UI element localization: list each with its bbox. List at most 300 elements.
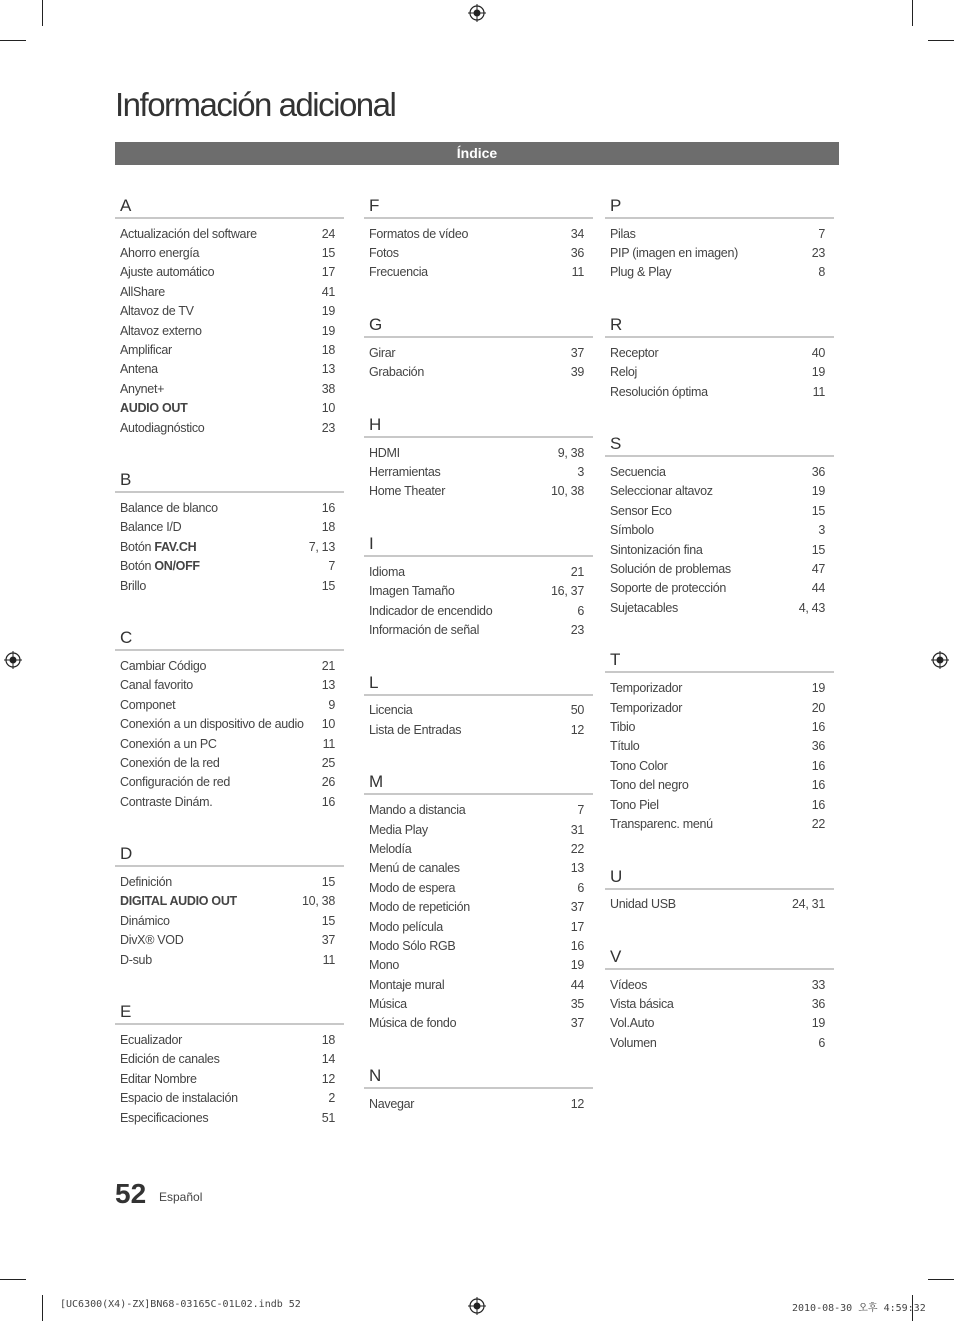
index-letter: C [115, 626, 344, 651]
index-group-b [115, 468, 344, 595]
index-entry [605, 559, 834, 578]
index-entry-name: Edición de canales [120, 1052, 220, 1067]
index-entry-page: 9, 38 [557, 445, 584, 460]
index-entry [605, 243, 834, 262]
index-entry [115, 399, 344, 418]
index-entry-page: 14 [321, 1052, 335, 1067]
index-entry-page: 26 [321, 775, 335, 790]
index-entry-page: 36 [811, 997, 825, 1012]
footer-timestamp: 2010-08-30 오후 4:59:32 [792, 1303, 926, 1314]
index-letter: V [605, 945, 834, 970]
index-entry-page: 11 [812, 384, 825, 399]
index-entry-name: Temporizador [610, 700, 683, 715]
index-letter: P [605, 194, 834, 219]
index-entry-name: HDMI [369, 445, 400, 460]
index-entry-page: 18 [321, 343, 335, 358]
index-entry [115, 418, 344, 437]
index-entry-page: 47 [811, 561, 825, 576]
index-entry-name: Girar [369, 345, 396, 360]
index-entry [364, 462, 593, 481]
index-entry-name: Melodía [369, 841, 412, 856]
index-entry [605, 363, 834, 382]
index-entry-name: Fotos [369, 246, 399, 261]
index-entry-page: 7 [328, 559, 335, 574]
index-letter: F [364, 194, 593, 219]
index-entry-page: 23 [321, 420, 335, 435]
index-entry-page: 19 [321, 323, 335, 338]
index-entry-name: Sintonización fina [610, 542, 703, 557]
index-entry-page: 41 [321, 284, 335, 299]
index-entry-name: DIGITAL AUDIO OUT [120, 894, 237, 909]
index-entry-name-text: Botón [120, 539, 155, 554]
index-entry-page: 7, 13 [308, 539, 335, 554]
index-entry [605, 540, 834, 559]
index-entry-page: 7 [818, 226, 825, 241]
index-entry-name: Modo película [369, 919, 443, 934]
index-entry-page: 25 [321, 755, 335, 770]
index-entry-name: Mando a distancia [369, 803, 466, 818]
index-entry [115, 360, 344, 379]
crop-mark [912, 0, 913, 26]
index-entry-name: D-sub [120, 952, 152, 967]
index-entry [115, 556, 344, 575]
index-entry-page: 20 [811, 700, 825, 715]
index-entry [605, 775, 834, 794]
index-entry-name: PIP (imagen en imagen) [610, 246, 738, 261]
index-entry-page: 24, 31 [792, 897, 825, 912]
index-entry-name: Seleccionar altavoz [610, 484, 713, 499]
index-entry [115, 734, 344, 753]
index-entry [115, 695, 344, 714]
index-entry [364, 936, 593, 955]
index-entry-name: AllShare [120, 284, 165, 299]
index-entry-name: Configuración de red [120, 775, 231, 790]
index-group-l [364, 671, 593, 740]
index-entry-name: Título [610, 739, 640, 754]
registration-mark-icon [468, 4, 486, 22]
index-entry [605, 795, 834, 814]
index-entry [115, 931, 344, 950]
index-entry-page: 16 [811, 758, 825, 773]
index-entry-page: 12 [570, 1096, 584, 1111]
index-entry-page: 6 [818, 1035, 825, 1050]
index-entry-name: Tono del negro [610, 778, 689, 793]
section-header: Índice [115, 142, 839, 165]
index-entry-name: Secuencia [610, 465, 666, 480]
page-title: Información adicional [115, 86, 396, 123]
index-entry-name: Modo de repetición [369, 900, 470, 915]
index-letter: E [115, 1000, 344, 1025]
index-entry-page: 19 [811, 681, 825, 696]
crop-mark [928, 1279, 954, 1280]
index-letter: S [605, 432, 834, 457]
index-entry [115, 950, 344, 969]
index-entry-name: Símbolo [610, 523, 654, 538]
index-entry-name: Grabación [369, 365, 424, 380]
index-entry-name: Vol.Auto [610, 1016, 655, 1031]
index-group-e [115, 1000, 344, 1127]
index-entry-name: Especificaciones [120, 1110, 209, 1125]
index-entry-page: 19 [321, 304, 335, 319]
index-entry-page: 37 [321, 933, 335, 948]
index-entry-name: Conexión a un dispositivo de audio [120, 717, 304, 732]
index-entry [364, 820, 593, 839]
index-group-i [364, 532, 593, 640]
index-entry-page: 16 [811, 797, 825, 812]
index-entry-name: Imagen Tamaño [369, 584, 455, 599]
index-entry-name: Música [369, 997, 407, 1012]
index-entry-name: Temporizador [610, 681, 683, 696]
index-entry-page: 34 [570, 226, 584, 241]
index-entry [115, 773, 344, 792]
index-letter: R [605, 313, 834, 338]
index-entry [364, 897, 593, 916]
index-entry-name: Pilas [610, 226, 636, 241]
index-entry [364, 878, 593, 897]
index-letter: L [364, 671, 593, 696]
index-entry-name: Editar Nombre [120, 1071, 197, 1086]
index-entry [115, 892, 344, 911]
index-entry [605, 343, 834, 362]
index-entry-name: DivX® VOD [120, 933, 184, 948]
index-entry-name: Conexión a un PC [120, 736, 217, 751]
index-entry-page: 11 [322, 952, 335, 967]
index-entry-page: 36 [811, 465, 825, 480]
index-letter: B [115, 468, 344, 493]
index-entry-page: 23 [570, 622, 584, 637]
index-entry [115, 263, 344, 282]
index-entry-name: Tibio [610, 719, 636, 734]
index-entry-page: 35 [570, 997, 584, 1012]
index-entry-page: 3 [818, 523, 825, 538]
index-entry [364, 562, 593, 581]
index-entry [605, 1014, 834, 1033]
index-column-2 [364, 194, 593, 1145]
index-entry-name: Herramientas [369, 465, 441, 480]
index-entry [115, 1089, 344, 1108]
index-group-v [605, 945, 834, 1053]
index-entry [364, 701, 593, 720]
index-entry-name: Información de señal [369, 622, 480, 637]
index-entry-page: 18 [321, 1033, 335, 1048]
index-entry-name: Sujetacables [610, 600, 678, 615]
index-entry [605, 521, 834, 540]
index-entry-name: Vista básica [610, 997, 674, 1012]
index-entry-page: 3 [577, 465, 584, 480]
index-entry-name: Autodiagnóstico [120, 420, 205, 435]
index-entry-page: 39 [570, 365, 584, 380]
index-entry [364, 839, 593, 858]
index-entry-page: 38 [321, 381, 335, 396]
index-entry-name: Idioma [369, 564, 405, 579]
index-entry-page: 16 [321, 500, 335, 515]
index-entry-page: 21 [570, 564, 584, 579]
index-group-d [115, 842, 344, 969]
index-letter: A [115, 194, 344, 219]
index-entry-page: 10 [321, 401, 335, 416]
index-group-f [364, 194, 593, 282]
index-entry-page: 44 [811, 581, 825, 596]
index-entry [605, 814, 834, 833]
index-entry [364, 800, 593, 819]
index-entry-page: 24 [321, 226, 335, 241]
index-entry [364, 363, 593, 382]
index-entry-name: Conexión de la red [120, 755, 220, 770]
index-entry-page: 8 [818, 265, 825, 280]
index-entry-page: 37 [570, 345, 584, 360]
index-entry-page: 10, 38 [302, 894, 335, 909]
index-entry-name: Soporte de protección [610, 581, 727, 596]
index-entry-name: Antena [120, 362, 158, 377]
index-entry-page: 36 [570, 246, 584, 261]
index-letter: M [364, 770, 593, 795]
index-entry [364, 859, 593, 878]
index-entry [605, 382, 834, 401]
index-entry-page: 16 [321, 794, 335, 809]
index-letter: G [364, 313, 593, 338]
index-entry-name: Espacio de instalación [120, 1091, 238, 1106]
index-entry [115, 498, 344, 517]
index-entry-name: Balance de blanco [120, 500, 218, 515]
index-group-p [605, 194, 834, 282]
index-entry [115, 537, 344, 556]
index-entry [364, 443, 593, 462]
index-entry [605, 975, 834, 994]
registration-mark-icon [4, 651, 22, 669]
index-entry-name: Música de fondo [369, 1016, 457, 1031]
index-group-h [364, 413, 593, 501]
index-entry [115, 911, 344, 930]
crop-mark [928, 40, 954, 41]
index-group-g [364, 313, 593, 382]
index-entry [364, 917, 593, 936]
index-entry [364, 224, 593, 243]
index-entry-page: 6 [577, 880, 584, 895]
index-entry-name: Resolución óptima [610, 384, 708, 399]
index-entry [115, 714, 344, 733]
index-group-u [605, 865, 834, 914]
index-entry [115, 243, 344, 262]
index-entry-page: 15 [321, 578, 335, 593]
index-entry [115, 576, 344, 595]
index-letter: T [605, 648, 834, 673]
index-entry [364, 343, 593, 362]
index-entry-name: Formatos de vídeo [369, 226, 469, 241]
index-entry [605, 579, 834, 598]
index-entry [605, 501, 834, 520]
index-entry-name: Frecuencia [369, 265, 428, 280]
index-group-r [605, 313, 834, 401]
index-entry-page: 17 [321, 265, 335, 280]
index-entry [605, 263, 834, 282]
index-letter: N [364, 1064, 593, 1089]
index-entry-name: Solución de problemas [610, 561, 731, 576]
index-entry [364, 582, 593, 601]
index-entry-page: 9 [328, 697, 335, 712]
index-entry [115, 792, 344, 811]
crop-mark [42, 0, 43, 26]
index-group-n [364, 1064, 593, 1113]
index-entry-page: 11 [322, 736, 335, 751]
index-entry [115, 1030, 344, 1049]
index-entry-page: 21 [321, 658, 335, 673]
index-entry-page: 50 [570, 703, 584, 718]
registration-mark-icon [931, 651, 949, 669]
index-entry [605, 224, 834, 243]
index-entry-name: AUDIO OUT [120, 401, 188, 416]
index-entry-page: 6 [577, 603, 584, 618]
index-entry [364, 1014, 593, 1033]
index-entry [605, 994, 834, 1013]
index-entry-page: 15 [811, 503, 825, 518]
footer-file-info: [UC6300(X4)-ZX]BN68-03165C-01L02.indb 52 [60, 1299, 301, 1310]
crop-mark [0, 1279, 26, 1280]
index-entry-page: 22 [811, 816, 825, 831]
index-entry-page: 15 [811, 542, 825, 557]
index-entry [605, 678, 834, 697]
index-entry-page: 13 [570, 861, 584, 876]
index-entry [115, 1108, 344, 1127]
index-entry-page: 10, 38 [551, 484, 584, 499]
index-entry-name: Montaje mural [369, 977, 445, 992]
index-entry-page: 19 [811, 1016, 825, 1031]
index-entry-page: 11 [571, 265, 584, 280]
index-entry-page: 37 [570, 1016, 584, 1031]
index-entry [115, 224, 344, 243]
index-entry [364, 482, 593, 501]
index-entry-page: 19 [811, 365, 825, 380]
index-entry [115, 753, 344, 772]
registration-mark-icon [468, 1297, 486, 1315]
index-entry-name: Brillo [120, 578, 146, 593]
index-group-s [605, 432, 834, 617]
index-letter: U [605, 865, 834, 890]
index-entry [605, 482, 834, 501]
index-entry [115, 518, 344, 537]
index-group-c [115, 626, 344, 811]
index-entry [115, 302, 344, 321]
crop-mark [42, 1295, 43, 1321]
index-entry [605, 895, 834, 914]
index-entry-page: 19 [811, 484, 825, 499]
page-language: Español [159, 1190, 203, 1204]
index-entry [605, 698, 834, 717]
index-entry-page: 13 [321, 362, 335, 377]
index-letter: I [364, 532, 593, 557]
index-entry [115, 676, 344, 695]
index-entry-name: Unidad USB [610, 897, 676, 912]
index-entry [605, 462, 834, 481]
index-entry-page: 22 [570, 841, 584, 856]
index-entry-name-bold: ON/OFF [154, 559, 200, 574]
index-entry-name: Plug & Play [610, 265, 672, 280]
index-group-t [605, 648, 834, 833]
index-entry [115, 321, 344, 340]
index-entry-page: 17 [570, 919, 584, 934]
index-entry-page: 18 [321, 520, 335, 535]
index-entry [364, 956, 593, 975]
index-entry-name: Ahorro energía [120, 246, 200, 261]
index-entry-page: 51 [321, 1110, 335, 1125]
index-entry-name: Vídeos [610, 977, 648, 992]
index-entry [115, 872, 344, 891]
index-entry-page: 7 [577, 803, 584, 818]
index-entry [115, 1069, 344, 1088]
index-entry-page: 40 [811, 345, 825, 360]
index-entry [364, 720, 593, 739]
index-entry-name: Navegar [369, 1096, 415, 1111]
index-group-m [364, 770, 593, 1033]
index-column-1 [115, 194, 344, 1158]
index-entry [605, 598, 834, 617]
index-entry-name: Cambiar Código [120, 658, 207, 673]
index-entry-page: 12 [570, 722, 584, 737]
index-group-a [115, 194, 344, 437]
index-letter: D [115, 842, 344, 867]
index-entry-name: Anynet+ [120, 381, 165, 396]
index-entry [364, 1094, 593, 1113]
index-entry-page: 37 [570, 900, 584, 915]
index-entry-name: Ajuste automático [120, 265, 215, 280]
page-number: 52 [115, 1178, 147, 1209]
index-entry-name: Volumen [610, 1035, 657, 1050]
index-entry-page: 44 [570, 977, 584, 992]
crop-mark [0, 40, 26, 41]
index-entry [605, 756, 834, 775]
index-entry-name [120, 540, 196, 554]
index-entry-page: 15 [321, 875, 335, 890]
index-entry [364, 994, 593, 1013]
index-entry-page: 15 [321, 913, 335, 928]
index-entry-name: Modo Sólo RGB [369, 938, 456, 953]
index-entry-name-text: Botón [120, 559, 155, 574]
index-entry [364, 975, 593, 994]
index-entry-name: Lista de Entradas [369, 722, 462, 737]
index-entry [115, 379, 344, 398]
index-entry-name: Definición [120, 875, 172, 890]
index-entry [605, 1033, 834, 1052]
index-entry-name: Actualización del software [120, 226, 257, 241]
index-entry-name: Mono [369, 958, 400, 973]
index-entry-name: Altavoz externo [120, 323, 202, 338]
index-entry-page: 33 [811, 977, 825, 992]
index-entry-page: 12 [321, 1071, 335, 1086]
index-entry-name: Componet [120, 697, 176, 712]
index-entry-name: Menú de canales [369, 861, 460, 876]
index-letter: H [364, 413, 593, 438]
index-entry-name: Reloj [610, 365, 637, 380]
index-entry-page: 16 [811, 778, 825, 793]
index-entry [115, 656, 344, 675]
index-entry-page: 16 [570, 938, 584, 953]
index-entry [364, 620, 593, 639]
index-entry [364, 243, 593, 262]
index-entry-page: 36 [811, 739, 825, 754]
index-entry-page: 2 [328, 1091, 335, 1106]
index-entry-page: 31 [570, 822, 584, 837]
index-entry-name: Ecualizador [120, 1033, 183, 1048]
index-entry-page: 15 [321, 246, 335, 261]
index-entry [115, 1050, 344, 1069]
index-entry-name: Altavoz de TV [120, 304, 194, 319]
index-entry-name: Amplificar [120, 343, 172, 358]
index-entry-name-bold: FAV.CH [154, 539, 197, 554]
index-entry-name: Receptor [610, 345, 659, 360]
index-entry-name: Tono Color [610, 758, 668, 773]
index-entry-page: 19 [570, 958, 584, 973]
index-entry-name: Tono Piel [610, 797, 659, 812]
index-entry [605, 717, 834, 736]
